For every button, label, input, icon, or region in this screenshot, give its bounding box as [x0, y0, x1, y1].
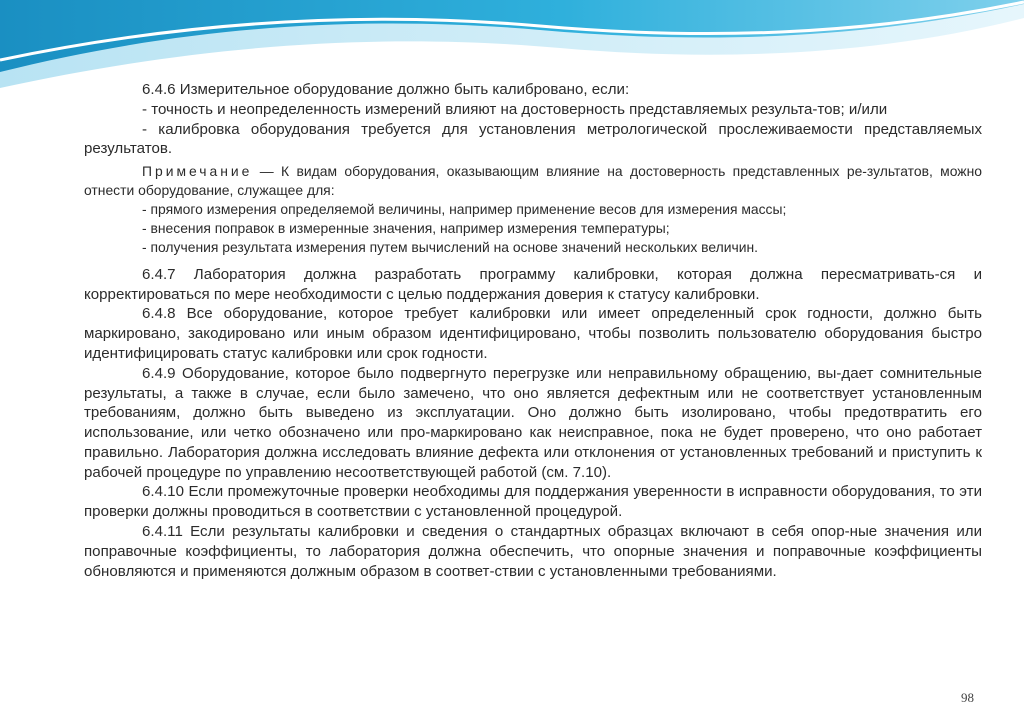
- note-block: [84, 162, 982, 257]
- page-number: 98: [961, 690, 974, 705]
- section-6-4-11: 6.4.11 Если результаты калибровки и сведения о стандартных образцах включают в себя опор-ные значения или поправочные коэффициенты, то лаборатория должна обеспечить, что опорные значения и поправочные коэффициенты обновляются и применяются должным образом в соответ-ствии с установленными требованиями.: [84, 523, 982, 580]
- note-label: Примечание: [142, 163, 253, 180]
- document-body: [84, 80, 982, 581]
- section-6-4-6-heading: 6.4.6 Измерительное оборудование должно быть калибровано, если:: [142, 81, 630, 98]
- note-item-3: - получения результата измерения путем вычислений на основе значений нескольких величин.: [142, 238, 759, 255]
- section-6-4-6-item-1: - точность и неопределенность измерений влияют на достоверность представляемых результа-тов; и/или: [142, 100, 888, 118]
- section-6-4-8: 6.4.8 Все оборудование, которое требует калибровки или имеет определенный срок годности, должно быть маркировано, закодировано или иным образом идентифицировано, чтобы позволить пользователю оборудования быстро идентифицировать статус калибровки или срок годности.: [84, 305, 982, 362]
- note-item-1: - прямого измерения определяемой величины, например применение весов для измерения массы;: [142, 201, 787, 217]
- section-6-4-10: 6.4.10 Если промежуточные проверки необходимы для поддержания уверенности в исправности оборудования, то эти проверки должны проводиться в соответствии с установленной процедурой.: [84, 483, 982, 521]
- section-6-4-7: 6.4.7 Лаборатория должна разработать программу калибровки, которая должна пересматривать-ся и корректироваться по мере необходимости с целью поддержания доверия к статусу калибровки.: [84, 265, 982, 303]
- note-text: — К видам оборудования, оказывающим влияние на достоверность представленных ре-зультатов, можно отнести оборудование, служащее для:: [84, 163, 982, 199]
- section-6-4-6-item-2: - калибровка оборудования требуется для установления метрологической прослеживаемости представляемых результатов.: [84, 120, 982, 158]
- section-6-4-9: 6.4.9 Оборудование, которое было подвергнуто перегрузке или неправильному обращению, вы-дает сомнительные результаты, а также в случае, если было замечено, что оно является дефектным или не соответствует установленным требованиям, должно быть выведено из эксплуатации. Оно должно быть изолировано, чтобы предотвратить его использование, или четко обозначено или про-маркировано как неисправное, пока не будет проверено, что оно работает правильно. Лаборатория должна исследовать влияние дефекта или отклонения от установленных требований и приступить к рабочей процедуре по управлению несоответствующей работой (см. 7.10).: [84, 364, 982, 481]
- note-intro: [84, 162, 982, 200]
- note-item-2: - внесения поправок в измеренные значения, например измерения температуры;: [142, 219, 670, 236]
